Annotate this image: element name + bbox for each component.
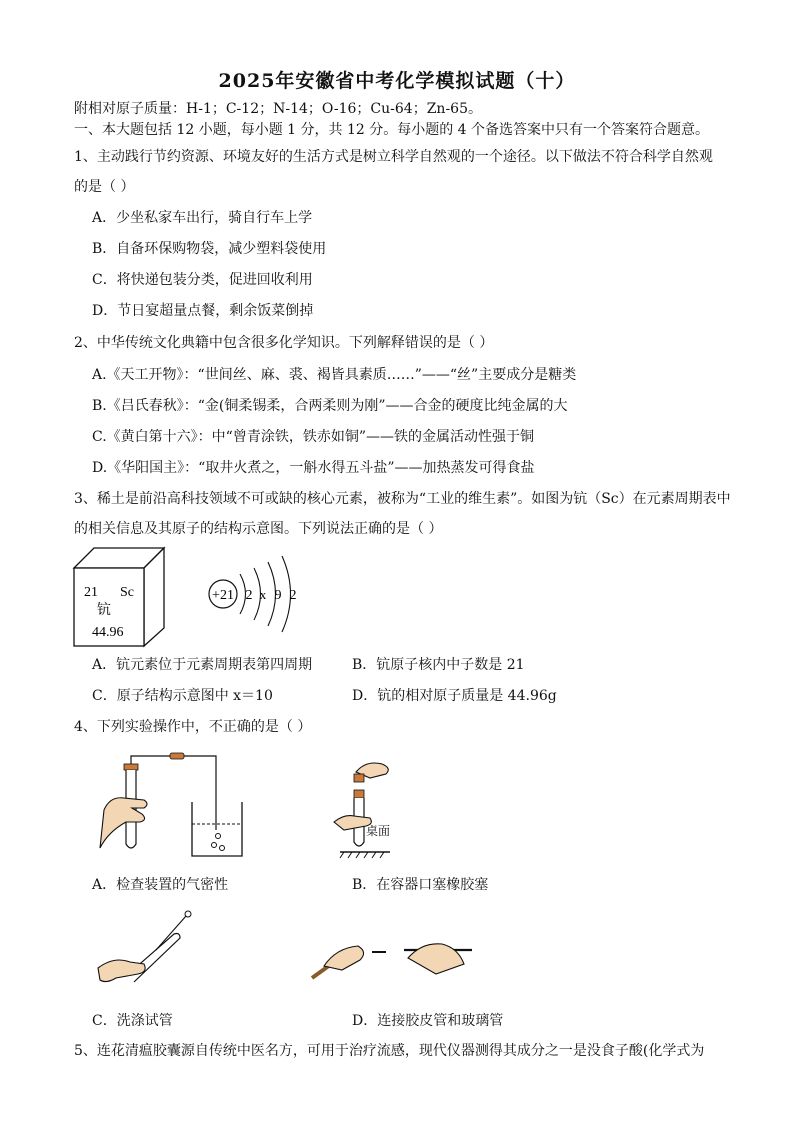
q1-option-b: B．自备环保购物袋，减少塑料袋使用	[92, 241, 327, 257]
figure-washing-tube	[96, 906, 206, 1006]
element-name: 钪	[97, 603, 111, 618]
q3-stem-line1: 3、稀土是前沿高科技领域不可或缺的核心元素，被称为“工业的维生素”。如图为钪（Sc）在元素周期表中	[74, 491, 731, 507]
q2-option-b: B.《吕氏春秋》：“金(铜柔锡柔，合两柔则为刚”——合金的硬度比纯金属的大	[92, 398, 568, 414]
q3-option-b: B．钪原子核内中子数是 21	[352, 657, 525, 673]
q1-option-c: C．将快递包装分类，促进回收利用	[92, 272, 313, 288]
figure-connecting-tubes	[312, 930, 482, 990]
q1-option-a: A．少坐私家车出行，骑自行车上学	[92, 210, 313, 226]
q4-option-a: A．检查装置的气密性	[92, 877, 229, 893]
q4-stem: 4、下列实验操作中，不正确的是（ ）	[74, 719, 312, 735]
q4-option-c: C．洗涤试管	[92, 1013, 173, 1029]
q2-option-c: C.《黄白第十六》：中“曾青涂铁，铁赤如铜”——铁的金属活动性强于铜	[92, 429, 534, 445]
q1-stem-line2: 的是（ ）	[74, 179, 135, 195]
shell-4-electrons: 2	[289, 588, 297, 603]
q3-option-d: D．钪的相对原子质量是 44.96g	[352, 688, 557, 704]
atomic-mass-note: 附相对原子质量：H-1；C-12；N-14；O-16；Cu-64；Zn-65。	[74, 101, 482, 117]
atom-structure-diagram	[205, 552, 315, 636]
shell-3-electrons: 9	[274, 588, 282, 603]
figure-stoppering-tube	[330, 752, 450, 864]
q2-stem: 2、中华传统文化典籍中包含很多化学知识。下列解释错误的是（ ）	[74, 335, 494, 351]
q2-option-a: A.《天工开物》：“世间丝、麻、裘、褐皆具素质……”——“丝”主要成分是糖类	[92, 367, 577, 383]
q5-stem-line1: 5、连花清瘟胶囊源自传统中医名方，可用于治疗流感，现代仪器测得其成分之一是没食子酸(化学式为	[74, 1043, 705, 1059]
exam-title: 2025年安徽省中考化学模拟试题（十）	[218, 70, 576, 92]
element-atomic-number: 21	[84, 585, 98, 600]
shell-1-electrons: 2	[245, 588, 253, 603]
element-symbol: Sc	[120, 585, 134, 600]
q3-option-a: A．钪元素位于元素周期表第四周期	[92, 657, 313, 673]
element-atomic-mass: 44.96	[92, 625, 124, 640]
element-tile-figure	[74, 548, 174, 648]
q1-stem-line1: 1、主动践行节约资源、环境友好的生活方式是树立科学自然观的一个途径。以下做法不符合科学自然观	[74, 149, 713, 165]
q4-option-d: D．连接胶皮管和玻璃管	[352, 1013, 504, 1029]
q1-option-d: D．节日宴超量点餐，剩余饭菜倒掉	[92, 303, 314, 319]
desk-label: 桌面	[366, 824, 391, 838]
nucleus-charge: +21	[212, 588, 234, 603]
q4-option-b: B．在容器口塞橡胶塞	[352, 877, 489, 893]
q3-option-c: C．原子结构示意图中 x＝10	[92, 688, 273, 704]
figure-airtightness-check	[96, 752, 256, 864]
section-heading: 一、本大题包括 12 小题，每小题 1 分，共 12 分。每小题的 4 个备选答案中只有一个答案符合题意。	[74, 122, 710, 138]
shell-2-electrons: x	[259, 587, 267, 602]
q2-option-d: D.《华阳国主》：“取井火煮之，一斛水得五斗盐”——加热蒸发可得食盐	[92, 460, 535, 476]
q3-stem-line2: 的相关信息及其原子的结构示意图。下列说法正确的是（ ）	[74, 521, 443, 537]
